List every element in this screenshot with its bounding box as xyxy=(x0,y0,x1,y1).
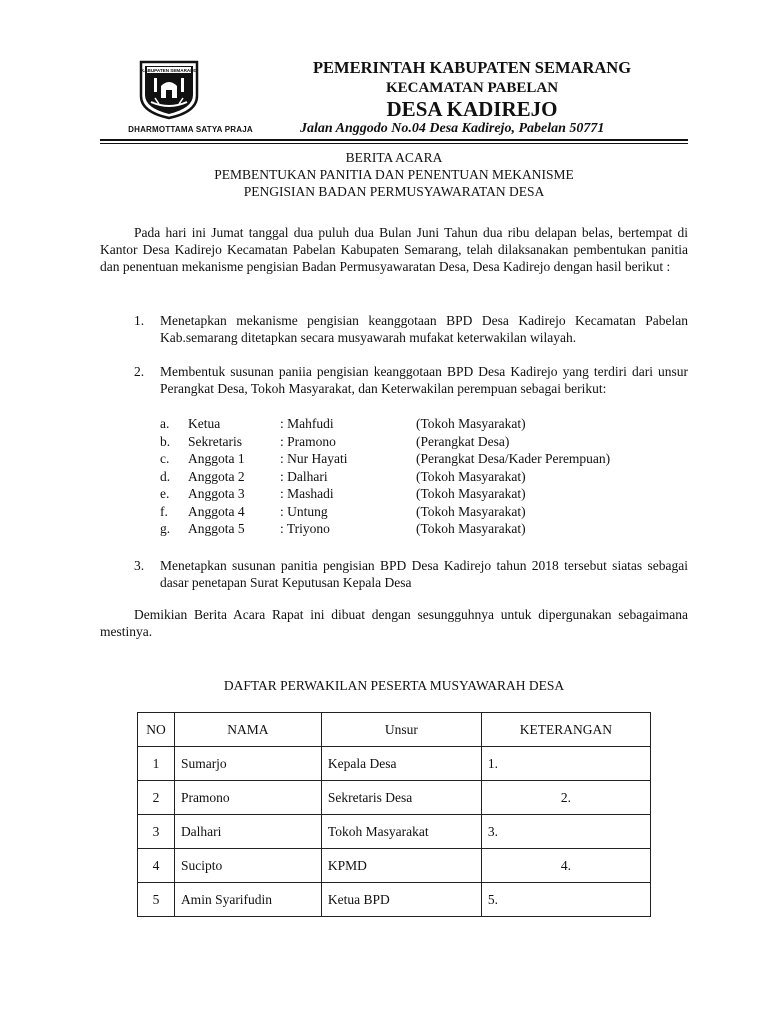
district-heading: KECAMATAN PABELAN xyxy=(385,80,559,96)
logo-text: KABUPATEN SEMARANG xyxy=(140,68,198,73)
doc-subtitle-1: PEMBENTUKAN PANITIA DAN PENENTUAN MEKANISME xyxy=(214,167,574,182)
committee-row: f. Anggota 4 : Untung (Tokoh Masyarakat) xyxy=(160,503,526,519)
column-header: Unsur xyxy=(321,713,481,747)
item-text: Membentuk susunan paniia pengisian keanggotaan BPD Desa Kadirejo yang terdiri dari unsur Perangkat Desa, Tokoh Masyarakat, dan Keterwakilan perempuan sebagai berikut: xyxy=(160,364,688,397)
doc-subtitle-2: PENGISIAN BADAN PERMUSYAWARATAN DESA xyxy=(243,184,545,199)
intro-paragraph: Pada hari ini Jumat tanggal dua puluh dua Bulan Juni Tahun dua ribu delapan belas, bertempat di Kantor Desa Kadirejo Kecamatan Pabelan Kabupaten Semarang, telah dilaksanakan pembentukan panitia dan penentuan mekanisme pengisian Badan Permusyawaratan Desa, Desa Kadirejo dengan hasil berikut : xyxy=(100,225,688,275)
closing-paragraph: Demikian Berita Acara Rapat ini dibuat dengan sesungguhnya untuk dipergunakan sebagaimana mestinya. xyxy=(100,607,688,640)
participants-list-title: DAFTAR PERWAKILAN PESERTA MUSYAWARAH DESA xyxy=(223,678,565,693)
item-number: 1. xyxy=(134,313,145,328)
item-number: 2. xyxy=(134,364,145,379)
table-row: 5 Amin Syarifudin Ketua BPD 5. xyxy=(138,883,651,917)
item-text: Menetapkan susunan panitia pengisian BPD Desa Kadirejo tahun 2018 tersebut siatas sebagai dasar penetapan Surat Keputusan Kepala Desa xyxy=(160,558,688,591)
government-heading: PEMERINTAH KABUPATEN SEMARANG xyxy=(312,58,632,77)
column-header: KETERANGAN xyxy=(481,713,650,747)
committee-row: d. Anggota 2 : Dalhari (Tokoh Masyarakat) xyxy=(160,468,526,484)
column-header: NO xyxy=(138,713,175,747)
table-row: 1 Sumarjo Kepala Desa 1. xyxy=(138,747,651,781)
committee-row: b. Sekretaris : Pramono (Perangkat Desa) xyxy=(160,433,510,449)
column-header: NAMA xyxy=(174,713,321,747)
item-number: 3. xyxy=(134,558,145,573)
motto: DHARMOTTAMA SATYA PRAJA xyxy=(128,125,253,134)
committee-row: g. Anggota 5 : Triyono (Tokoh Masyarakat) xyxy=(160,521,526,536)
table-row: 4 Sucipto KPMD 4. xyxy=(138,849,651,883)
participants-table xyxy=(137,712,651,917)
doc-title: BERITA ACARA xyxy=(345,150,443,165)
regency-emblem-icon xyxy=(137,60,201,120)
committee-row: e. Anggota 3 : Mashadi (Tokoh Masyarakat) xyxy=(160,486,526,501)
table-row: 2 Pramono Sekretaris Desa 2. xyxy=(138,781,651,815)
committee-row: a. Ketua : Mahfudi (Tokoh Masyarakat) xyxy=(160,416,526,431)
header-divider xyxy=(100,139,688,141)
address: Jalan Anggodo No.04 Desa Kadirejo, Pabelan 50771 xyxy=(300,121,605,136)
table-header-row xyxy=(138,713,651,747)
header-divider-thin xyxy=(100,143,688,144)
village-heading: DESA KADIREJO xyxy=(386,97,558,121)
committee-row: c. Anggota 1 : Nur Hayati (Perangkat Desa/Kader Perempuan) xyxy=(160,451,611,466)
item-text: Menetapkan mekanisme pengisian keanggotaan BPD Desa Kadirejo Kecamatan Pabelan Kab.semarang ditetapkan secara musyawarah mufakat keterwakilan wilayah. xyxy=(160,313,688,346)
table-row: 3 Dalhari Tokoh Masyarakat 3. xyxy=(138,815,651,849)
